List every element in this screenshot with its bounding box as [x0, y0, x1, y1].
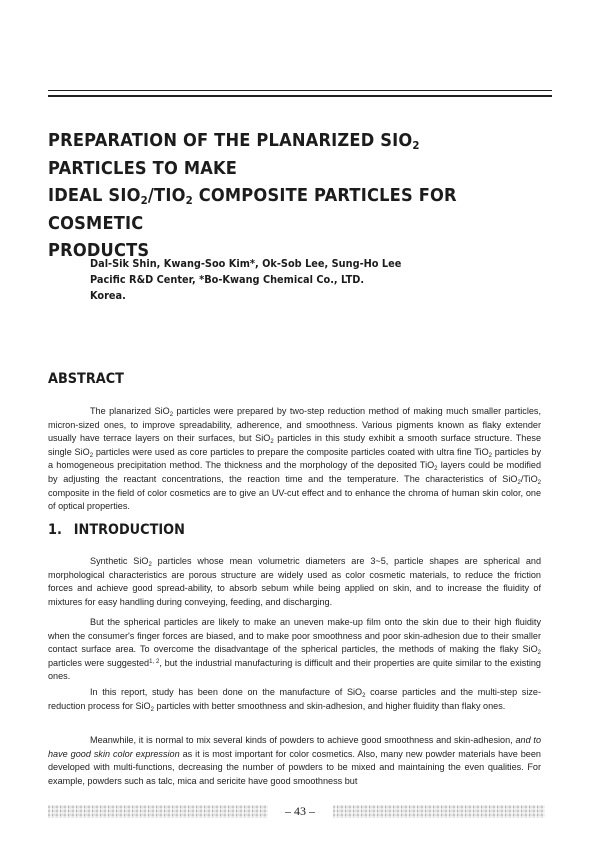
author-affiliation: Pacific R&D Center, *Bo-Kwang Chemical Co., LTD.: [90, 274, 365, 286]
introduction-heading: [48, 522, 185, 538]
page-number: – 43 –: [285, 804, 315, 818]
title-line-2: IDEAL $SIO_2/TIO_2$ COMPOSITE PARTICLES FOR COSMETIC: [48, 186, 457, 234]
title-line-1: PREPARATION OF THE PLANARIZED $SIO_2$ PARTICLES TO MAKE: [48, 131, 420, 179]
author-names: Dal-Sik Shin, Kwang-Soo Kim*, Ok-Sob Lee, Sung-Ho Lee: [90, 258, 402, 270]
intro-paragraph-1: Synthetic SiO$_2$ particles whose mean volumetric diameters are 3~5, particle shapes are spherical and morphological characteristics are porous structure are widely used as color cosmetic materials, to reduce the friction forces and achieve good spread-ability, to absorb sebum while being applied on skin, and to increase the fluidity of mixtures for easy handling during conveying, feeding, and discharging.: [48, 556, 542, 607]
header-rule-bottom: [48, 95, 552, 97]
paper-title: [48, 128, 522, 265]
section-title: INTRODUCTION: [73, 522, 185, 538]
author-country: Korea.: [90, 290, 126, 302]
section-number: 1.: [48, 522, 62, 538]
abstract-heading: ABSTRACT: [48, 371, 124, 387]
title-line-3: PRODUCTS: [48, 241, 150, 261]
intro-paragraph-2: But the spherical particles are likely to make an uneven make-up film onto the skin due to their high fluidity when the consumer's finger forces are biased, and to make poor smoothness and poor skin-adhesion due to their smaller contact surface area. To overcome the disadvantage of the spherical particles, the methods of making the flaky SiO$_2$ particles were suggested$^{1, 2}$, but the industrial manufacturing is difficult and their properties are quite similar to the existing ones.: [48, 617, 541, 682]
intro-paragraph-3: In this report, study has been done on the manufacture of SiO$_2$ coarse particles and the multi-step size-reduction process for SiO$_2$ particles with better smoothness and skin-adhesion, and higher fluidity than flaky ones.: [48, 687, 542, 713]
author-block: [90, 256, 401, 304]
intro-paragraph-4: Meanwhile, it is normal to mix several kinds of powders to achieve good smoothness and skin-adhesion, and to have good skin color expression as it is most important for color cosmetics. Also, many new powder materials have been developed with multi-functions, decreasing the number of powders to be mixed and maintaining the even qualities. For example, powders such as talc, mica and sericite have good smoothness but: [48, 735, 541, 786]
header-rule-top: [48, 90, 552, 91]
abstract-paragraph: The planarized SiO$_2$ particles were prepared by two-step reduction method of making much smaller particles, micron-sized ones, to improve spreadability, adherence, and smoothness. Various pigments known as flaky extender usually have terrace layers on their surfaces, but SiO$_2$ particles in this study exhibit a smooth surface structure. These single SiO$_2$ particles were used as core particles to prepare the composite particles coated with ultra fine TiO$_2$ particles by a homogeneous precipitation method. The thickness and the morphology of the deposited TiO$_2$ layers could be modified by adjusting the reactant concentrations, the reaction time and the temperature. The characteristics of SiO$_2$/TiO$_2$ composite in the field of color cosmetics are to give an UV-cut effect and to enhance the chroma of human skin color, one of optical properties.: [48, 406, 542, 512]
